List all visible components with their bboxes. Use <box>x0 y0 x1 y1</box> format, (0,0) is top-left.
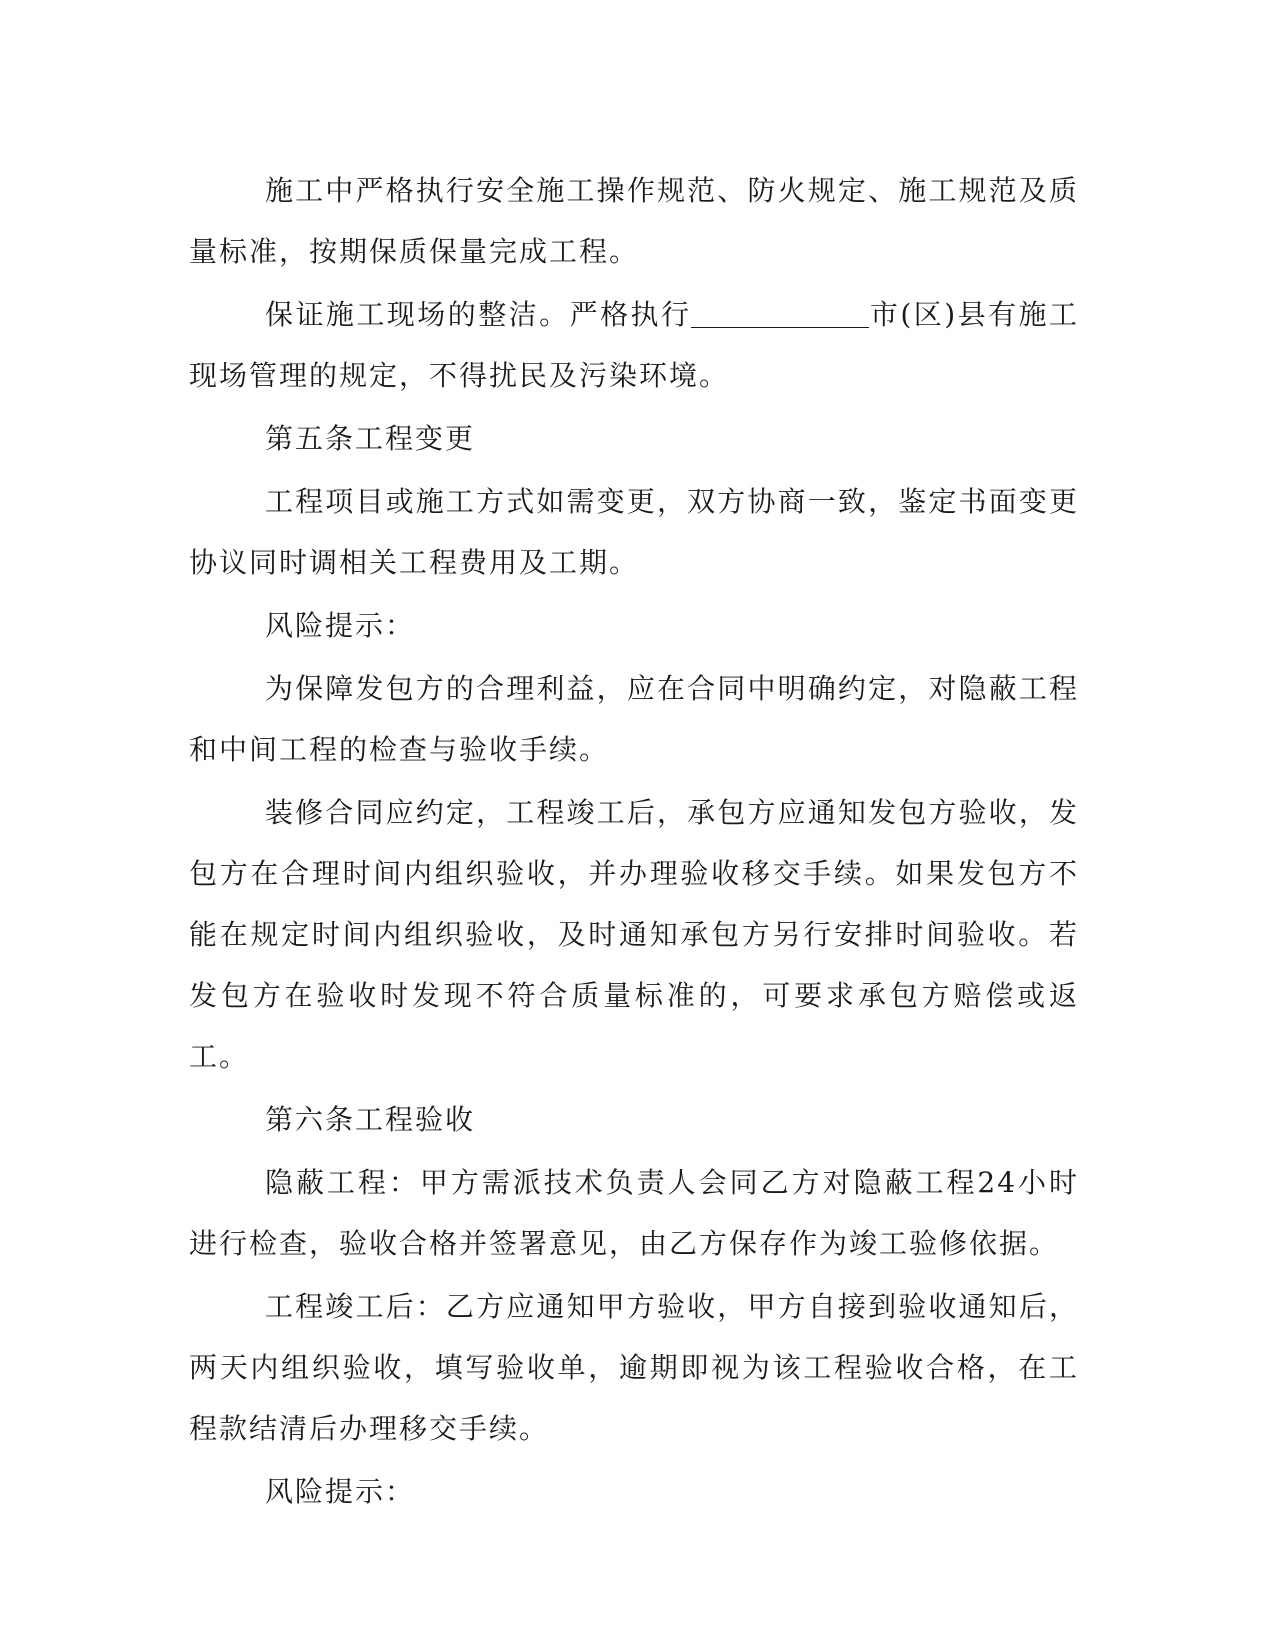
paragraph-site-cleanliness-after: 市(区)县有施工现场管理的规定，不得扰民及污染环境。 <box>189 298 1079 392</box>
article-5-heading: 第五条工程变更 <box>265 422 476 455</box>
fill-in-blank-city[interactable] <box>691 297 869 328</box>
document-body <box>189 160 1079 1524</box>
paragraph-site-cleanliness-before: 保证施工现场的整洁。严格执行 <box>265 298 692 331</box>
article-6-heading: 第六条工程验收 <box>265 1103 476 1136</box>
paragraph-completion-acceptance: 装修合同应约定，工程竣工后，承包方应通知发包方验收，发包方在合理时间内组织验收，并办理验收移交手续。如果发包方不能在规定时间内组织验收，及时通知承包方另行安排时间验收。若发包方在验收时发现不符合质量标准的，可要求承包方赔偿或返工。 <box>189 796 1079 1073</box>
paragraph-site-cleanliness <box>189 284 1079 406</box>
paragraph-safety-standards: 施工中严格执行安全施工操作规范、防火规定、施工规范及质量标准，按期保质保量完成工程。 <box>189 174 1079 268</box>
risk-notice-heading-2: 风险提示： <box>265 1475 416 1508</box>
paragraph-after-completion: 工程竣工后：乙方应通知甲方验收，甲方自接到验收通知后，两天内组织验收，填写验收单，逾期即视为该工程验收合格，在工程款结清后办理移交手续。 <box>189 1290 1079 1445</box>
risk-notice-heading-1: 风险提示： <box>265 609 416 642</box>
paragraph-concealed-works: 隐蔽工程：甲方需派技术负责人会同乙方对隐蔽工程24小时进行检查，验收合格并签署意见，由乙方保存作为竣工验修依据。 <box>189 1166 1079 1260</box>
paragraph-hidden-work-inspection: 为保障发包方的合理利益，应在合同中明确约定，对隐蔽工程和中间工程的检查与验收手续。 <box>189 672 1079 766</box>
paragraph-project-change: 工程项目或施工方式如需变更，双方协商一致，鉴定书面变更协议同时调相关工程费用及工期。 <box>189 485 1079 579</box>
